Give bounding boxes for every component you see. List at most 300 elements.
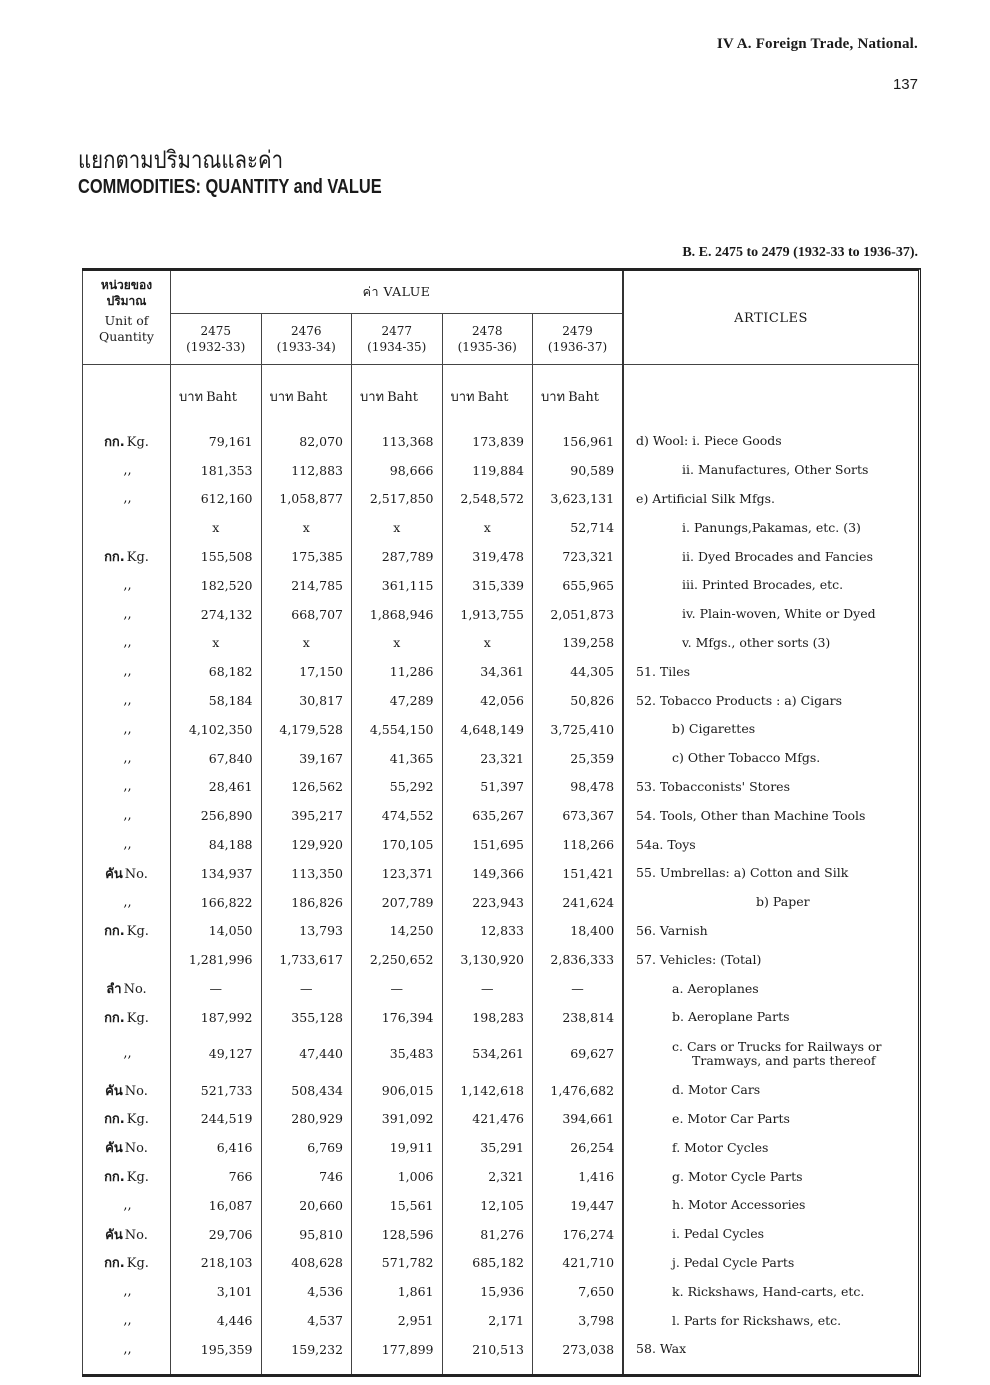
year-ad: (1932-33) [186,340,246,354]
article-cell [623,1191,918,1220]
unit-thai: ลำ [106,982,122,998]
article-label: e. Motor Car Parts [672,1110,790,1126]
currency-label [261,365,352,428]
value-cell: 4,554,150 [352,715,443,744]
unit-cell [83,1220,171,1249]
value-cell: 218,103 [171,1249,262,1278]
article-cell [623,888,918,917]
value-cell: 238,814 [533,1003,624,1032]
unit-cell [83,1306,171,1335]
article-cell [623,1306,918,1335]
article-cell [623,456,918,485]
article-label: ii. Dyed Brocades and Fancies [682,548,873,564]
article-cell [623,1003,918,1032]
value-cell: 2,051,873 [533,600,624,629]
value-cell: 2,321 [442,1162,533,1191]
value-cell: 175,385 [261,542,352,571]
value-cell: x [171,513,262,542]
spacer-cell [171,1364,262,1374]
article-label: i. Panungs,Pakamas, etc. (3) [682,519,861,535]
value-cell: 534,261 [442,1032,533,1076]
table-row [83,571,919,600]
unit-english: No. [124,1227,148,1243]
unit-english: ,, [123,1284,132,1300]
page-number: 137 [892,76,918,93]
value-cell: — [352,974,443,1003]
currency-label [352,365,443,428]
value-cell: x [261,513,352,542]
unit-english: ,, [123,750,132,766]
value-cell: 685,182 [442,1249,533,1278]
table-row [83,1220,919,1249]
value-cell: 16,087 [171,1191,262,1220]
value-cell: 47,440 [261,1032,352,1076]
table-row [83,1076,919,1105]
value-cell: 14,050 [171,917,262,946]
value-cell: 155,508 [171,542,262,571]
article-cell [623,830,918,859]
table-row [83,686,919,715]
unit-english: ,, [123,1197,132,1213]
value-cell: 173,839 [442,427,533,456]
unit-cell [83,974,171,1003]
value-cell: 4,648,149 [442,715,533,744]
value-cell: 2,250,652 [352,945,443,974]
value-cell: 14,250 [352,917,443,946]
period-label: B. E. 2475 to 2479 (1932-33 to 1936-37). [682,245,918,260]
unit-english: ,, [123,635,132,651]
value-cell: 13,793 [261,917,352,946]
value-cell: 170,105 [352,830,443,859]
currency-thai: บาท [541,389,566,405]
unit-cell [83,744,171,773]
year-ad: (1935-36) [457,340,517,354]
table-row [83,1105,919,1134]
currency-label [442,365,533,428]
unit-cell [83,600,171,629]
unit-thai: กก. [104,550,125,566]
value-cell: 2,951 [352,1306,443,1335]
value-cell: 47,289 [352,686,443,715]
unit-cell [83,1076,171,1105]
unit-thai: กก. [104,924,125,940]
year-ad: (1933-34) [276,340,336,354]
unit-english: Kg. [126,1256,149,1272]
spacer-cell [83,1364,171,1374]
value-cell: 25,359 [533,744,624,773]
value-cell: 1,142,618 [442,1076,533,1105]
unit-cell [83,513,171,542]
value-cell: 42,056 [442,686,533,715]
unit-english: ,, [123,779,132,795]
value-cell: 79,161 [171,427,262,456]
value-cell: 1,006 [352,1162,443,1191]
value-cell: 34,361 [442,657,533,686]
table-row [83,657,919,686]
value-cell: 1,476,682 [533,1076,624,1105]
unit-english: Kg. [126,1010,149,1026]
currency-english: Baht [296,389,328,405]
unit-english: No. [124,1083,148,1099]
value-cell: — [261,974,352,1003]
value-cell: 68,182 [171,657,262,686]
unit-cell [83,917,171,946]
article-cell [623,773,918,802]
value-cell: 51,397 [442,773,533,802]
value-cell: 26,254 [533,1133,624,1162]
currency-thai: บาท [179,389,204,405]
value-cell: 139,258 [533,629,624,658]
value-cell: 12,833 [442,917,533,946]
article-label: 53. Tobacconists' Stores [636,778,790,794]
article-cell [623,1220,918,1249]
spacer-cell [352,1364,443,1374]
value-cell: 315,339 [442,571,533,600]
unit-cell [83,1032,171,1076]
value-cell: 6,769 [261,1133,352,1162]
value-cell: x [171,629,262,658]
unit-thai: กก. [104,1170,125,1186]
value-cell: 118,266 [533,830,624,859]
value-cell: 256,890 [171,801,262,830]
table-row [83,744,919,773]
value-cell: 50,826 [533,686,624,715]
year-be: 2477 [381,324,413,338]
unit-cell [83,657,171,686]
table-row [83,773,919,802]
value-cell: 113,350 [261,859,352,888]
value-cell: 30,817 [261,686,352,715]
article-cell [623,686,918,715]
article-label: f. Motor Cycles [672,1139,769,1155]
title-english: COMMODITIES: QUANTITY and VALUE [78,176,382,198]
unit-english: ,, [123,1313,132,1328]
unit-english: ,, [123,894,132,910]
unit-cell [83,715,171,744]
unit-english: No. [124,866,148,882]
unit-english: Kg. [126,1112,149,1128]
currency-thai: บาท [450,389,475,405]
value-cell: 29,706 [171,1220,262,1249]
currency-english: Baht [568,389,600,405]
unit-cell [83,1249,171,1278]
value-cell: 128,596 [352,1220,443,1249]
unit-header-thai: หน่วยของปริมาณ [100,278,153,308]
currency-label [171,365,262,428]
value-cell: 159,232 [261,1335,352,1364]
article-label: 57. Vehicles: (Total) [636,951,762,967]
value-cell: 274,132 [171,600,262,629]
value-cell: 149,366 [442,859,533,888]
value-cell: 655,965 [533,571,624,600]
value-cell: 112,883 [261,456,352,485]
unit-english: ,, [123,693,132,709]
spacer-cell [442,1364,533,1374]
table-row [83,1133,919,1162]
value-cell: 15,936 [442,1277,533,1306]
article-cell [623,744,918,773]
article-label: 52. Tobacco Products : a) Cigars [636,692,843,708]
value-cell: 2,836,333 [533,945,624,974]
unit-cell [83,1133,171,1162]
value-cell: 635,267 [442,801,533,830]
unit-english: ,, [123,462,132,478]
value-cell: 39,167 [261,744,352,773]
article-label: b) Cigarettes [672,721,756,737]
year-header [261,314,352,365]
year-header [442,314,533,365]
value-cell: 746 [261,1162,352,1191]
unit-cell [83,686,171,715]
value-cell: 4,179,528 [261,715,352,744]
commodities-table [82,268,921,1377]
article-cell [623,1335,918,1364]
value-cell: 58,184 [171,686,262,715]
year-header [533,314,624,365]
value-cell: 23,321 [442,744,533,773]
table-row [83,1032,919,1076]
year-header [352,314,443,365]
currency-thai: บาท [360,389,385,405]
unit-cell [83,859,171,888]
table-row [83,974,919,1003]
currency-english: Baht [206,389,238,405]
value-cell: 668,707 [261,600,352,629]
article-label: iv. Plain-woven, White or Dyed [682,606,876,622]
unit-thai: กก. [104,434,125,450]
article-cell [623,1076,918,1105]
article-label: ii. Manufactures, Other Sorts [682,462,869,478]
unit-cell [83,629,171,658]
value-cell: 1,416 [533,1162,624,1191]
value-cell: x [352,629,443,658]
unit-cell [83,888,171,917]
value-cell: 81,276 [442,1220,533,1249]
value-cell: 4,536 [261,1277,352,1306]
value-cell: 19,447 [533,1191,624,1220]
article-cell [623,945,918,974]
value-cell: 2,171 [442,1306,533,1335]
value-cell: 129,920 [261,830,352,859]
value-cell: 156,961 [533,427,624,456]
value-cell: 723,321 [533,542,624,571]
unit-english: Kg. [126,434,149,450]
value-cell: 906,015 [352,1076,443,1105]
year-header [171,314,262,365]
value-cell: 18,400 [533,917,624,946]
value-header: ค่า VALUE [171,271,624,314]
spacer-cell [261,1364,352,1374]
unit-english: Kg. [126,924,149,940]
value-cell: 35,483 [352,1032,443,1076]
value-cell: x [261,629,352,658]
unit-cell [83,1162,171,1191]
value-cell: 113,368 [352,427,443,456]
unit-english: Kg. [126,550,149,566]
value-cell: 176,274 [533,1220,624,1249]
article-cell [623,1105,918,1134]
article-cell [623,1277,918,1306]
value-cell: 181,353 [171,456,262,485]
article-label: i. Pedal Cycles [672,1226,765,1242]
table-row [83,859,919,888]
value-cell: 187,992 [171,1003,262,1032]
running-head: IV A. Foreign Trade, National. [716,36,918,52]
value-cell: 474,552 [352,801,443,830]
value-cell: x [352,513,443,542]
table-row [83,1191,919,1220]
value-cell: 98,666 [352,456,443,485]
table-row [83,1249,919,1278]
value-cell: 12,105 [442,1191,533,1220]
value-cell: 182,520 [171,571,262,600]
value-cell: 508,434 [261,1076,352,1105]
value-cell: 126,562 [261,773,352,802]
article-cell [623,974,918,1003]
article-cell [623,571,918,600]
unit-cell-empty [83,365,171,428]
year-be: 2476 [290,324,322,338]
unit-cell [83,427,171,456]
value-cell: 2,517,850 [352,485,443,514]
article-label: d) Wool: i. Piece Goods [636,433,782,449]
value-cell: 571,782 [352,1249,443,1278]
unit-thai: กก. [104,1112,125,1128]
value-cell: 421,476 [442,1105,533,1134]
unit-cell [83,801,171,830]
table-row [83,1003,919,1032]
unit-english: No. [124,1141,148,1157]
value-cell: 3,798 [533,1306,624,1335]
table-row [83,542,919,571]
value-cell: 134,937 [171,859,262,888]
table-row [83,600,919,629]
table-row [83,1335,919,1364]
value-cell: 391,092 [352,1105,443,1134]
value-cell: 186,826 [261,888,352,917]
unit-cell [83,1003,171,1032]
unit-english: ,, [123,491,132,507]
unit-english: ,, [123,577,132,593]
article-cell [623,600,918,629]
table-row [83,888,919,917]
currency-english: Baht [387,389,419,405]
value-cell: — [533,974,624,1003]
article-label: a. Aeroplanes [672,980,759,996]
value-cell: x [442,629,533,658]
value-cell: 198,283 [442,1003,533,1032]
value-cell: 95,810 [261,1220,352,1249]
value-cell: 19,911 [352,1133,443,1162]
value-cell: 3,101 [171,1277,262,1306]
article-label: iii. Printed Brocades, etc. [682,577,844,593]
value-cell: — [442,974,533,1003]
article-cell [623,917,918,946]
unit-cell [83,773,171,802]
unit-english: No. [123,982,147,998]
value-cell: 319,478 [442,542,533,571]
article-label-continued: Tramways, and parts thereof [692,1052,876,1068]
table-row [83,945,919,974]
article-label: e) Artificial Silk Mfgs. [636,490,775,506]
value-cell: 421,710 [533,1249,624,1278]
value-cell: 123,371 [352,859,443,888]
currency-label [533,365,624,428]
value-cell: 82,070 [261,427,352,456]
article-label: h. Motor Accessories [672,1197,806,1213]
value-cell: 119,884 [442,456,533,485]
table-row [83,456,919,485]
article-label: c. Cars or Trucks for Railways or [672,1038,882,1054]
unit-cell [83,830,171,859]
value-cell: 4,102,350 [171,715,262,744]
spacer-cell [623,1364,918,1374]
value-cell: 3,130,920 [442,945,533,974]
value-cell: 612,160 [171,485,262,514]
value-cell: 207,789 [352,888,443,917]
value-cell: 11,286 [352,657,443,686]
article-cell [623,801,918,830]
unit-cell [83,1191,171,1220]
article-cell [623,859,918,888]
spacer-cell [533,1364,624,1374]
value-cell: x [442,513,533,542]
unit-english: ,, [123,837,132,853]
value-cell: 49,127 [171,1032,262,1076]
value-cell: 15,561 [352,1191,443,1220]
article-cell [623,715,918,744]
article-cell [623,513,918,542]
year-be: 2478 [471,324,503,338]
unit-cell [83,1277,171,1306]
value-cell: 17,150 [261,657,352,686]
table-row [83,715,919,744]
value-cell: 1,913,755 [442,600,533,629]
value-cell: 210,513 [442,1335,533,1364]
year-be: 2475 [200,324,232,338]
value-cell: 287,789 [352,542,443,571]
article-label: d. Motor Cars [672,1082,761,1098]
value-cell: 361,115 [352,571,443,600]
year-be: 2479 [562,324,593,338]
value-cell: 166,822 [171,888,262,917]
value-cell: 41,365 [352,744,443,773]
value-cell: 98,478 [533,773,624,802]
value-cell: 69,627 [533,1032,624,1076]
value-cell: 273,038 [533,1335,624,1364]
article-label: g. Motor Cycle Parts [672,1168,803,1184]
value-cell: 3,623,131 [533,485,624,514]
value-cell: 223,943 [442,888,533,917]
value-cell: 52,714 [533,513,624,542]
article-label: b. Aeroplane Parts [672,1009,790,1025]
table-bottom-spacer [83,1364,919,1374]
article-label: 51. Tiles [636,663,691,679]
value-cell: 1,733,617 [261,945,352,974]
value-cell: 28,461 [171,773,262,802]
unit-cell [83,1335,171,1364]
value-cell: 2,548,572 [442,485,533,514]
article-label: c) Other Tobacco Mfgs. [672,750,821,766]
title-thai: แยกตามปริมาณและค่า [78,146,284,174]
table-row [83,1277,919,1306]
article-cell [623,629,918,658]
value-cell: 1,861 [352,1277,443,1306]
unit-thai: กก. [104,1010,125,1026]
article-label: j. Pedal Cycle Parts [672,1254,795,1270]
article-label: v. Mfgs., other sorts (3) [682,634,831,650]
article-label: 54. Tools, Other than Machine Tools [636,807,866,823]
